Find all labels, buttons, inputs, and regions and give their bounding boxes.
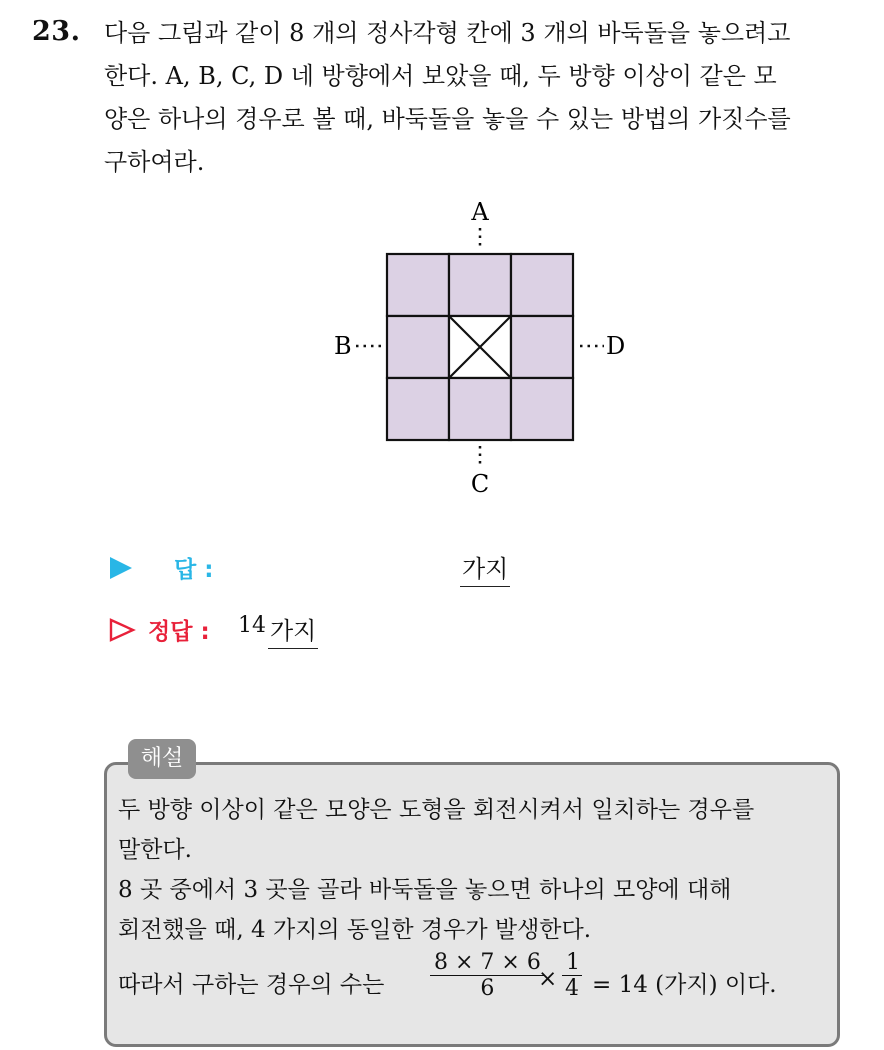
correct-answer-row xyxy=(108,611,608,651)
fraction-1-numerator: 8 × 7 × 6 xyxy=(434,950,541,975)
question-line: 구하여라. xyxy=(104,148,205,176)
label-c: C xyxy=(470,470,490,498)
question-line: 다음 그림과 같이 8 개의 정사각형 칸에 3 개의 바둑돌을 놓으려고 xyxy=(104,19,791,47)
cell xyxy=(387,316,449,378)
question-line: 한다. A, B, C, D 네 방향에서 보았을 때, 두 방향 이상이 같은 모 xyxy=(104,62,777,90)
explanation-line: 회전했을 때, 4 가지의 동일한 경우가 발생한다. xyxy=(118,917,592,943)
fraction-2 xyxy=(562,950,582,1001)
board-figure xyxy=(320,190,640,510)
explanation-text xyxy=(118,790,828,950)
cell xyxy=(449,254,511,316)
formula-line xyxy=(118,950,828,1020)
question-text xyxy=(104,12,864,184)
label-b: B xyxy=(334,332,352,360)
answer-unit: 가지 xyxy=(460,549,510,587)
cell xyxy=(511,378,573,440)
fraction-2-denominator: 4 xyxy=(565,976,579,1001)
outline-triangle-icon xyxy=(108,618,136,642)
grid xyxy=(387,254,573,440)
label-a: A xyxy=(471,198,489,226)
cell xyxy=(387,254,449,316)
question-number: 23. xyxy=(32,16,81,47)
answer-label: 답 : xyxy=(174,557,214,583)
correct-unit: 가지 xyxy=(268,611,318,649)
fraction-1-denominator: 6 xyxy=(480,976,495,1001)
explanation-tab: 해설 xyxy=(128,739,196,779)
fraction-1 xyxy=(430,950,545,1001)
cell xyxy=(449,378,511,440)
label-d: D xyxy=(606,332,626,360)
formula-suffix: = 14 (가지) 이다. xyxy=(592,972,777,998)
question-line: 양은 하나의 경우로 볼 때, 바둑돌을 놓을 수 있는 방법의 가짓수를 xyxy=(104,105,791,133)
explanation-line: 말한다. xyxy=(118,837,192,863)
times-sign: × xyxy=(538,966,558,992)
cell xyxy=(511,316,573,378)
correct-label: 정답 : xyxy=(148,619,210,645)
filled-triangle-icon xyxy=(108,556,134,580)
correct-value: 14 xyxy=(238,613,266,638)
explanation-line: 두 방향 이상이 같은 모양은 도형을 회전시켜서 일치하는 경우를 xyxy=(118,797,755,823)
fraction-2-numerator: 1 xyxy=(566,950,580,975)
formula-prefix: 따라서 구하는 경우의 수는 xyxy=(118,972,385,998)
explanation-line: 8 곳 중에서 3 곳을 골라 바둑돌을 놓으면 하나의 모양에 대해 xyxy=(118,877,732,903)
cell xyxy=(511,254,573,316)
answer-row xyxy=(108,549,608,589)
cell xyxy=(387,378,449,440)
